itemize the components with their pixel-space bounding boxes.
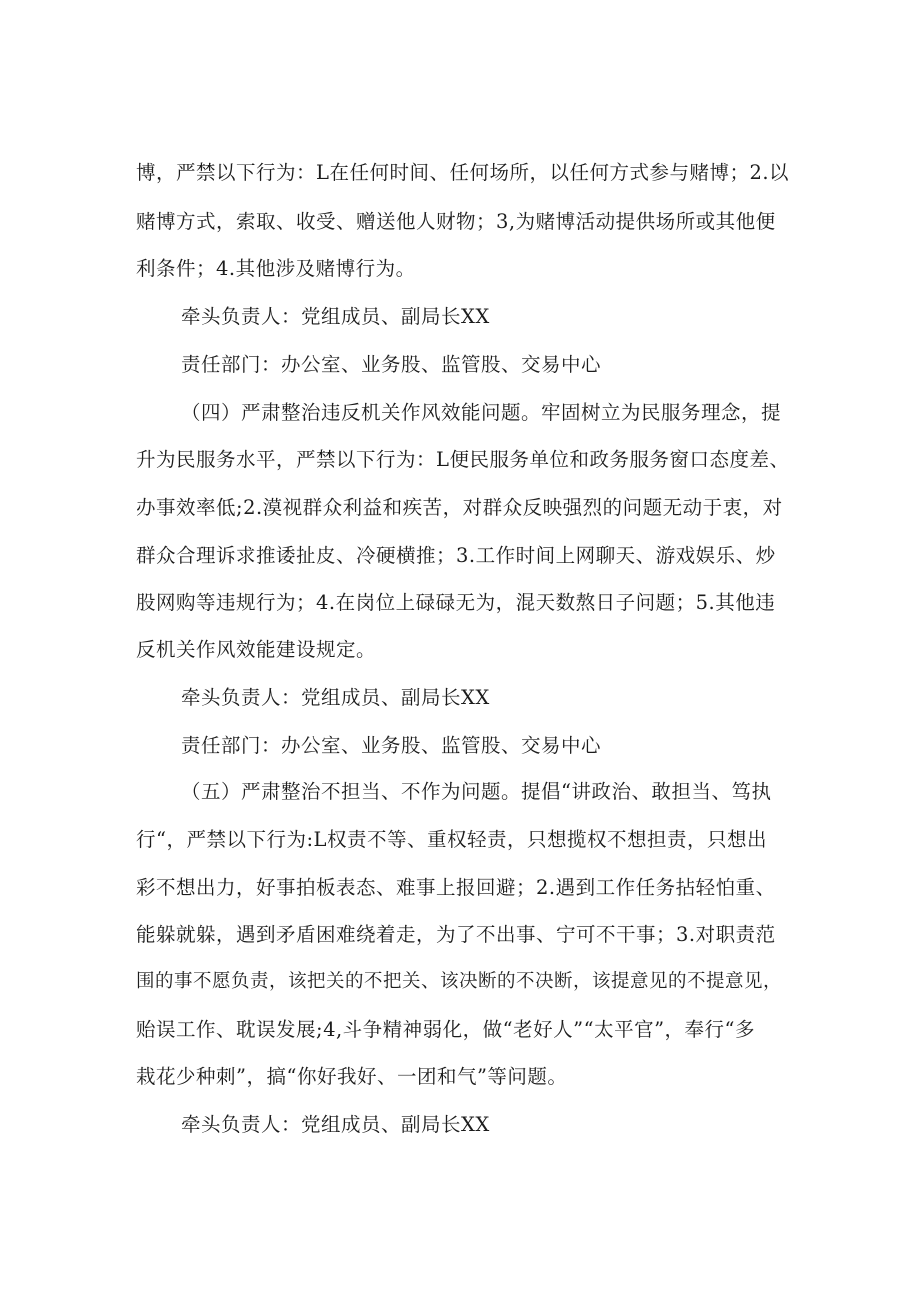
body-text-line: 群众合理诉求推诿扯皮、冷硬横推；3.工作时间上网聊天、游戏娱乐、炒: [136, 544, 776, 567]
body-text-line: 行“，严禁以下行为:L权责不等、重权轻责，只想揽权不想担责，只想出: [136, 828, 767, 851]
body-text-line: 股网购等违规行为；4.在岗位上碌碌无为，混天数熬日子问题；5.其他违: [136, 591, 776, 614]
body-text-line: 栽花少种刺”，搞“你好我好、一团和气”等问题。: [136, 1065, 568, 1088]
body-text-line: 办事效率低;2.漠视群众利益和疾苦，对群众反映强烈的问题无动于衷，对: [136, 496, 783, 519]
body-text-line: 博，严禁以下行为：L在任何时间、任何场所，以任何方式参与赌博；2.以: [136, 161, 790, 184]
section-heading-4: （四）严肃整治违反机关作风效能问题。牢固树立为民服务理念，提: [181, 401, 782, 424]
responsible-dept-line: 责任部门：办公室、业务股、监管股、交易中心: [181, 734, 602, 757]
body-text-line: 升为民服务水平，严禁以下行为：L便民服务单位和政务服务窗口态度差、: [136, 448, 790, 471]
body-text-line: 利条件；4.其他涉及赌博行为。: [136, 257, 416, 280]
body-text-line: 反机关作风效能建设规定。: [136, 638, 377, 661]
responsible-dept-line: 责任部门：办公室、业务股、监管股、交易中心: [181, 353, 602, 376]
body-text-line: 能躲就躲，遇到矛盾困难绕着走，为了不出事、宁可不干事；3.对职责范: [136, 923, 776, 946]
body-text-line: 围的事不愿负责，该把关的不把关、该决断的不决断，该提意见的不提意见，: [136, 971, 783, 992]
body-text-line: 彩不想出力，好事拍板表态、难事上报回避；2.遇到工作任务拈轻怕重、: [136, 876, 776, 899]
lead-person-line: 牵头负责人：党组成员、副局长XX: [181, 686, 490, 709]
lead-person-line: 牵头负责人：党组成员、副局长XX: [181, 1113, 490, 1136]
body-text-line: 贻误工作、耽误发展;4,斗争精神弱化，做“老好人”“太平官”，奉行“多: [136, 1018, 756, 1041]
section-heading-5: （五）严肃整治不担当、不作为问题。提倡“讲政治、敢担当、笃执: [181, 780, 772, 803]
body-text-line: 赌博方式，索取、收受、赠送他人财物；3,为赌博活动提供场所或其他便: [136, 210, 776, 233]
lead-person-line: 牵头负责人：党组成员、副局长XX: [181, 305, 490, 328]
